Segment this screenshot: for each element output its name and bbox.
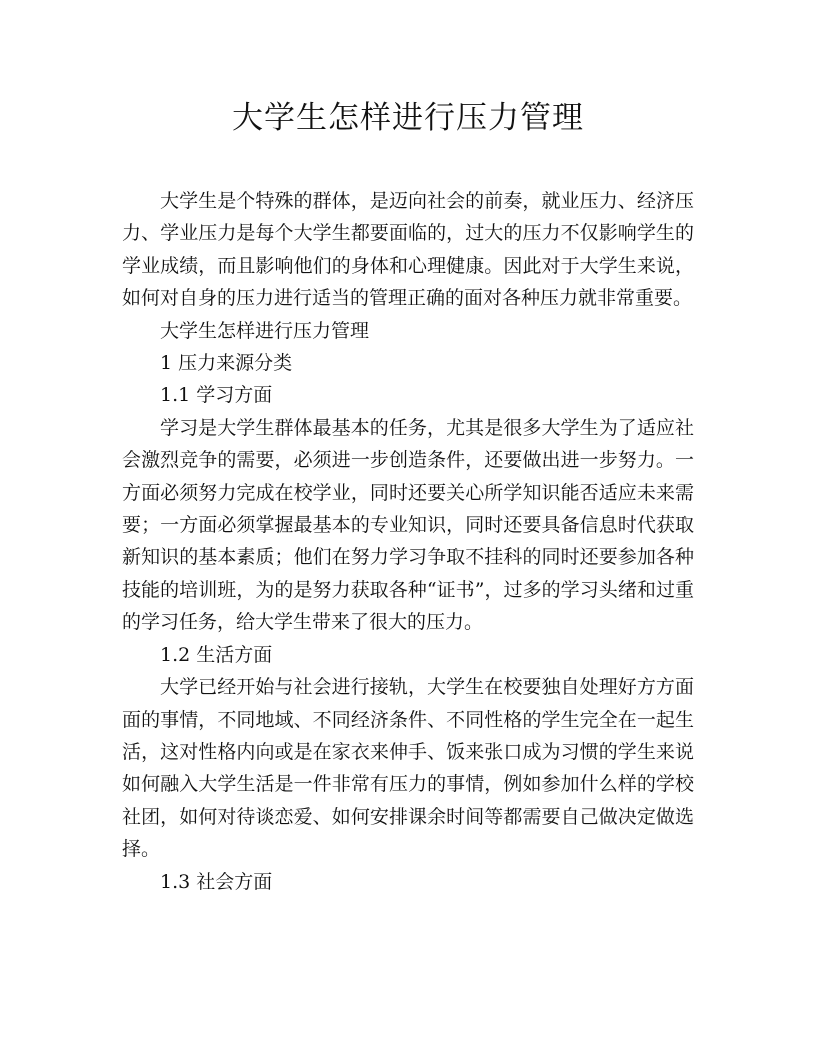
intro-paragraph: 大学生是个特殊的群体，是迈向社会的前奏，就业压力、经济压力、学业压力是每个大学生都要面临的，过大的压力不仅影响学生的学业成绩，而且影响他们的身体和心理健康。因此对于大学生来说，如何对自身的压力进行适当的管理正确的面对各种压力就非常重要。 (122, 190, 694, 310)
section-heading: 1 压力来源分类 (160, 352, 293, 375)
subsection-heading: 1.2 生活方面 (160, 643, 273, 666)
document-title: 大学生怎样进行压力管理 (232, 100, 584, 136)
body-paragraph: 大学已经开始与社会进行接轨，大学生在校要独自处理好方方面面的事情，不同地域、不同经济条件、不同性格的学生完全在一起生活，这对性格内向或是在家衣来伸手、饭来张口成为习惯的学生来说如何融入大学生活是一件非常有压力的事情，例如参加什么样的学校社团，如何对待谈恋爱、如何安排课余时间等都需要自己做决定做选择。 (122, 676, 694, 861)
document-body (122, 185, 694, 898)
subsection-heading: 1.3 社会方面 (160, 870, 273, 893)
subsection-heading: 1.1 学习方面 (160, 384, 273, 407)
section-heading: 大学生怎样进行压力管理 (160, 319, 370, 342)
body-paragraph: 学习是大学生群体最基本的任务，尤其是很多大学生为了适应社会激烈竞争的需要，必须进一步创造条件，还要做出进一步努力。一方面必须努力完成在校学业，同时还要关心所学知识能否适应未来需要；一方面必须掌握最基本的专业知识，同时还要具备信息时代获取新知识的基本素质；他们在努力学习争取不挂科的同时还要参加各种技能的培训班，为的是努力获取各种“证书”，过多的学习头绪和过重的学习任务，给大学生带来了很大的压力。 (122, 416, 694, 634)
